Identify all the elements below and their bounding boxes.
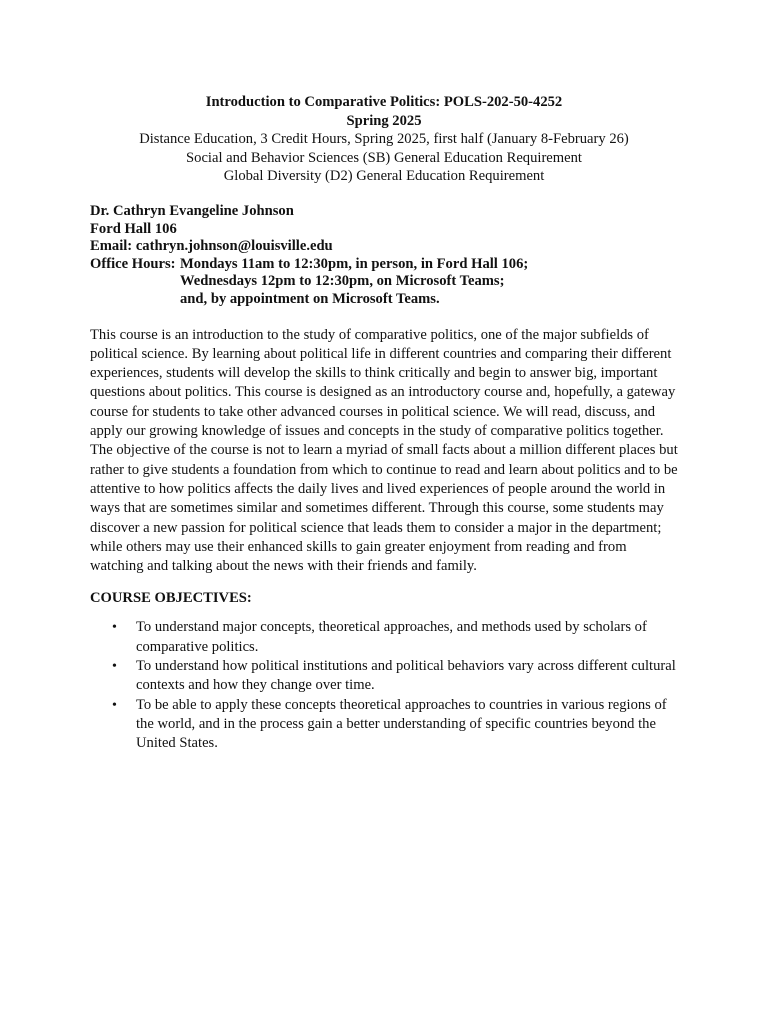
instructor-email-row [90, 238, 678, 256]
objectives-heading: COURSE OBJECTIVES: [90, 590, 252, 607]
requirement-sb: Social and Behavior Sciences (SB) General Education Requirement [186, 149, 582, 166]
office-hours-line: Mondays 11am to 12:30pm, in person, in Ford Hall 106; [180, 255, 529, 272]
bullet-icon: • [112, 697, 117, 713]
bullet-icon: • [112, 658, 117, 674]
office-hours-line: Wednesdays 12pm to 12:30pm, on Microsoft Teams; [180, 273, 505, 290]
instructor-info [90, 203, 678, 309]
office-hours-row [90, 256, 678, 309]
objective-item [90, 696, 678, 754]
syllabus-page [90, 93, 678, 753]
instructor-office: Ford Hall 106 [90, 220, 177, 237]
course-header [90, 93, 678, 186]
office-hours-line: and, by appointment on Microsoft Teams. [180, 290, 440, 307]
office-hours-label: Office Hours: [90, 255, 176, 272]
course-title: Introduction to Comparative Politics: POLS-202-50-4252 [205, 94, 563, 110]
instructor-name: Dr. Cathryn Evangeline Johnson [90, 202, 294, 219]
objective-item [90, 618, 678, 657]
office-hours-list [180, 256, 528, 309]
email-label: Email: [90, 238, 133, 255]
objective-text: To be able to apply these concepts theoretical approaches to countries in various regions of the world, and in the process gain a better understanding of specific countries beyond the United States. [136, 696, 667, 752]
bullet-icon: • [112, 620, 117, 636]
instructor-email-link[interactable]: cathryn.johnson@louisville.edu [135, 238, 333, 255]
requirement-d2: Global Diversity (D2) General Education Requirement [223, 168, 545, 185]
objectives-list [90, 618, 678, 753]
course-term: Spring 2025 [346, 112, 422, 129]
objective-text: To understand how political institutions and political behaviors vary across different cultural contexts and how they change over time. [136, 657, 676, 694]
course-details: Distance Education, 3 Credit Hours, Spring 2025, first half (January 8-February 26) [139, 131, 629, 148]
objective-item [90, 657, 678, 696]
course-description: This course is an introduction to the study of comparative politics, one of the major subfields of political science. By learning about political life in different countries and comparing their different experiences, students will develop the skills to think critically and begin to answer big, important questions about politics. This course is designed as an introductory course and, hopefully, a gateway course for students to take other advanced courses in political science. We will read, discuss, and apply our growing knowledge of issues and concepts in the study of comparative politics together. The objective of the course is not to learn a myriad of small facts about a million different places but rather to give students a foundation from which to continue to read and learn about politics and to be attentive to how politics affects the daily lives and lived experiences of people around the world in ways that are sometimes similar and sometimes different. Through this course, some students may discover a new passion for political science that leads them to consider a major in the department; while others may use their enhanced skills to gain greater enjoyment from reading and from watching and talking about the news with their friends and family. [90, 326, 678, 575]
objective-text: To understand major concepts, theoretical approaches, and methods used by scholars of comparative politics. [136, 619, 647, 655]
